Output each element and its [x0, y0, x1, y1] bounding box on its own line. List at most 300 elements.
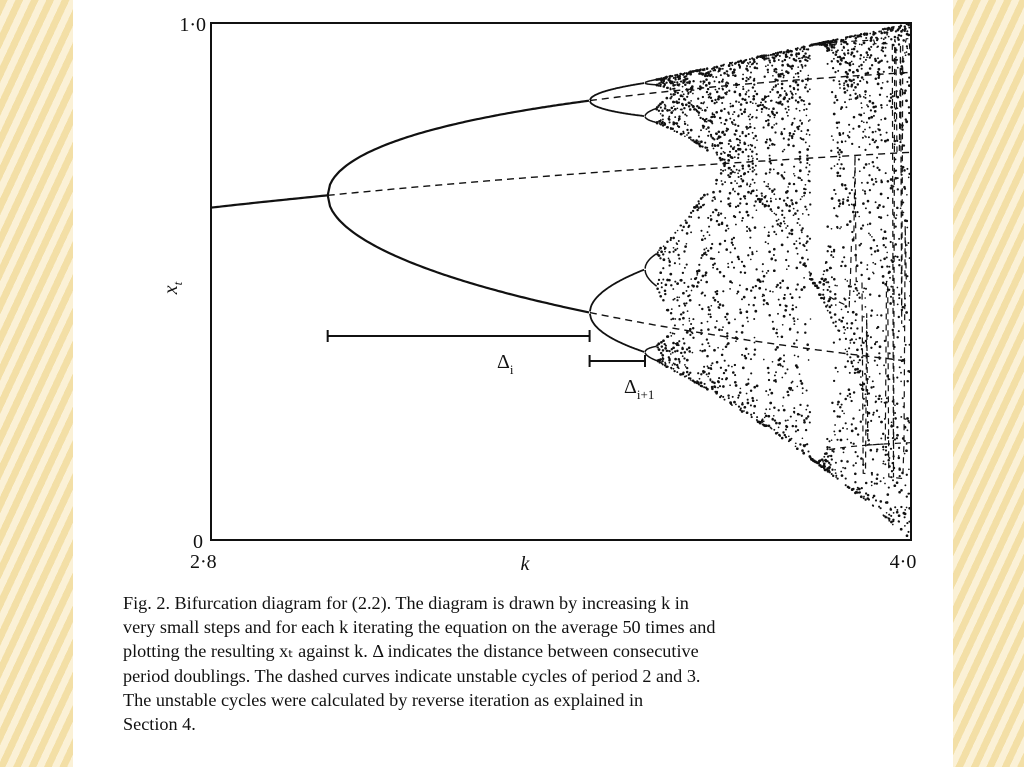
chaos-point: [707, 365, 709, 367]
chaos-point: [736, 86, 738, 88]
chaos-point: [730, 106, 732, 108]
chaos-point: [745, 93, 747, 95]
chaos-point: [861, 356, 863, 358]
chaos-point: [845, 484, 847, 486]
chaos-point: [837, 147, 839, 149]
chaos-point: [666, 109, 669, 112]
chaos-point: [861, 120, 863, 122]
chaos-point: [880, 32, 883, 35]
chaos-point: [833, 451, 835, 453]
chaos-point: [742, 78, 744, 80]
chaos-point: [681, 229, 683, 231]
chaos-point: [822, 461, 824, 463]
chaos-point: [690, 278, 692, 280]
chaos-point: [826, 448, 828, 450]
chaos-point: [736, 331, 738, 333]
chaos-point: [897, 177, 899, 179]
chaos-point: [852, 488, 854, 490]
chaos-point: [692, 210, 694, 212]
chaos-point: [849, 393, 852, 396]
chaos-point: [800, 380, 802, 382]
chaos-point: [892, 400, 895, 403]
chaos-point: [804, 52, 806, 54]
chaos-point: [672, 332, 674, 334]
chaos-point: [752, 162, 754, 164]
chaos-point: [898, 26, 900, 28]
chaos-point: [842, 57, 845, 60]
chaos-point: [848, 487, 851, 490]
chaos-point: [889, 352, 891, 354]
chaos-point: [846, 43, 849, 46]
chaos-point: [756, 139, 758, 141]
chaos-point: [875, 201, 877, 203]
chaos-point: [726, 70, 728, 72]
chaos-point: [899, 81, 901, 83]
chaos-point: [896, 49, 898, 51]
chaos-point: [689, 320, 691, 322]
caption-line-6: Section 4.: [123, 714, 196, 735]
chaos-point: [881, 37, 883, 39]
chaos-point: [880, 134, 882, 136]
chaos-point: [851, 231, 853, 233]
chaos-point: [806, 133, 808, 135]
chaos-point: [813, 282, 815, 284]
chaos-point: [861, 68, 863, 70]
chaos-point: [683, 76, 685, 78]
chaos-point: [749, 126, 752, 129]
chaos-point: [805, 429, 807, 431]
chaos-point: [756, 195, 758, 197]
chaos-point: [886, 265, 888, 267]
chaos-point: [876, 341, 878, 343]
chaos-point: [682, 86, 684, 88]
chaos-point: [807, 259, 809, 261]
chaos-point: [881, 46, 884, 49]
chaos-point: [877, 57, 879, 59]
chaos-point: [839, 149, 841, 151]
chaos-point: [753, 318, 755, 320]
chaos-point: [701, 73, 704, 76]
chaos-point: [691, 380, 693, 382]
chaos-point: [893, 467, 895, 469]
chaos-point: [784, 372, 786, 374]
chaos-point: [689, 294, 691, 296]
chaos-point: [658, 110, 660, 112]
chaos-point: [765, 101, 767, 103]
chaos-point: [775, 332, 778, 335]
chaos-point: [787, 100, 790, 103]
chaos-point: [853, 204, 856, 207]
chaos-point: [884, 483, 886, 485]
chaos-point: [859, 337, 861, 339]
chaos-point: [795, 81, 798, 84]
chaos-point: [878, 506, 880, 508]
chaos-point: [765, 289, 767, 291]
chaos-point: [769, 61, 771, 63]
chaos-point: [735, 224, 737, 226]
chaos-point: [698, 269, 701, 272]
chaos-point: [827, 304, 829, 306]
chaos-point: [691, 290, 693, 292]
chaos-point: [763, 181, 765, 183]
chaos-point: [847, 327, 849, 329]
chaos-point: [806, 60, 808, 62]
chaos-point: [772, 327, 775, 330]
chaos-point: [703, 366, 705, 368]
chaos-point: [901, 472, 904, 475]
chaos-point: [894, 417, 897, 420]
chaos-point: [827, 281, 829, 283]
chaos-point: [765, 54, 767, 56]
chaos-point: [770, 208, 773, 211]
chaos-point: [713, 66, 715, 68]
chaos-point: [869, 376, 871, 378]
chaos-point: [785, 429, 787, 431]
chaos-point: [729, 384, 731, 386]
chaos-point: [752, 102, 754, 104]
delta-i-label: $\Delta_i$: [497, 351, 514, 377]
chaos-point: [678, 305, 680, 307]
chaos-point: [896, 434, 899, 437]
chaos-point: [664, 104, 666, 106]
chaos-point: [734, 364, 736, 366]
chaos-point: [850, 342, 852, 344]
chaos-point: [660, 77, 662, 79]
chaos-point: [676, 371, 678, 373]
chaos-point: [772, 361, 774, 363]
chaos-point: [750, 183, 752, 185]
chaos-point: [803, 286, 806, 289]
chaos-point: [753, 412, 755, 414]
chaos-point: [907, 531, 909, 533]
chaos-point: [840, 151, 843, 154]
chaos-point: [771, 418, 774, 421]
chaos-point: [769, 172, 771, 174]
chaos-point: [857, 70, 859, 72]
chaos-point: [661, 109, 664, 112]
chaos-point: [767, 124, 770, 127]
chaos-point: [769, 91, 771, 93]
chaos-point: [735, 62, 737, 64]
chaos-point: [857, 355, 860, 358]
chaos-point: [833, 207, 835, 209]
chaos-point: [773, 254, 775, 256]
chaos-point: [882, 433, 884, 435]
chaos-point: [872, 183, 874, 185]
chaos-point: [734, 91, 737, 94]
chaos-point: [729, 167, 731, 169]
chaos-point: [732, 244, 734, 246]
chaos-point: [801, 80, 804, 83]
chaos-point: [707, 250, 709, 252]
chaos-point: [748, 353, 750, 355]
y-tick-top: 1·0: [179, 14, 206, 36]
x-tick-left: 2·8: [190, 551, 217, 573]
chaos-point: [856, 211, 858, 213]
chaos-point: [770, 140, 772, 142]
chaos-point: [807, 415, 809, 417]
chaos-point: [709, 313, 711, 315]
chaos-point: [834, 71, 836, 73]
chaos-point: [848, 347, 850, 349]
chaos-point: [886, 512, 888, 514]
chaos-point: [886, 493, 889, 496]
chaos-point: [727, 159, 730, 162]
chaos-point: [908, 173, 910, 175]
chaos-point: [737, 397, 739, 399]
chaos-point: [832, 52, 834, 54]
chaos-point: [795, 288, 797, 290]
chaos-point: [891, 470, 893, 472]
chaos-point: [672, 364, 674, 366]
chaos-point: [750, 192, 752, 194]
chaos-point: [850, 35, 852, 37]
chaos-point: [769, 389, 771, 391]
chaos-point: [868, 163, 870, 165]
chaos-point: [698, 140, 700, 142]
chaos-point: [906, 429, 908, 431]
chaos-point: [766, 139, 768, 141]
chaos-point: [745, 347, 748, 350]
chaos-point: [692, 318, 694, 320]
chaos-point: [880, 259, 882, 261]
chaos-point: [688, 346, 691, 349]
chaos-point: [725, 248, 728, 251]
chaos-point: [686, 348, 688, 350]
chaos-point: [767, 114, 769, 116]
chaos-point: [674, 358, 677, 361]
chaos-point: [775, 371, 777, 373]
chaos-point: [902, 306, 905, 309]
chaos-point: [886, 453, 888, 455]
chaos-point: [692, 93, 694, 95]
chaos-point: [779, 94, 782, 97]
delta-i1-subscript: i+1: [636, 387, 655, 402]
chaos-point: [801, 382, 804, 385]
chaos-point: [886, 501, 889, 504]
chaos-point: [908, 468, 910, 470]
chaos-point: [835, 472, 837, 474]
chaos-point: [719, 117, 722, 120]
chaos-point: [900, 272, 902, 274]
chaos-point: [747, 402, 750, 405]
chaos-point: [899, 101, 901, 103]
chaos-point: [884, 340, 886, 342]
chaos-point: [877, 206, 880, 209]
chaos-point: [706, 247, 708, 249]
chaos-point: [860, 227, 863, 230]
chaos-point: [833, 341, 835, 343]
chaos-point: [828, 286, 830, 288]
chaos-point: [751, 155, 753, 157]
chaos-point: [781, 214, 783, 216]
chaos-point: [853, 443, 855, 445]
chaos-point: [747, 69, 749, 71]
chaos-point: [706, 373, 708, 375]
chaos-point: [699, 85, 701, 87]
chaos-point: [707, 231, 709, 233]
chaos-point: [795, 73, 797, 75]
chaos-point: [841, 183, 844, 186]
chaos-point: [664, 107, 667, 110]
chaos-point: [892, 293, 894, 295]
chaos-point: [776, 329, 778, 331]
chaos-point: [678, 102, 680, 104]
chaos-point: [854, 372, 856, 374]
chaos-point: [781, 163, 784, 166]
chaos-point: [869, 56, 871, 58]
chaos-point: [666, 309, 668, 311]
chaos-point: [781, 244, 784, 247]
chaos-point: [825, 261, 828, 264]
chaos-point: [793, 166, 795, 168]
chaos-point: [702, 275, 705, 278]
chaos-point: [783, 360, 785, 362]
chaos-point: [688, 80, 691, 83]
chaos-point: [764, 413, 766, 415]
chaos-point: [836, 99, 838, 101]
chaos-point: [892, 519, 894, 521]
chaos-point: [831, 197, 834, 200]
chaos-point: [855, 313, 858, 316]
chaos-point: [671, 75, 673, 77]
chaos-point: [843, 452, 845, 454]
chaos-point: [799, 414, 801, 416]
chaos-point: [779, 198, 781, 200]
annotations: [328, 330, 655, 402]
chaos-point: [749, 229, 751, 231]
chaos-point: [873, 239, 876, 242]
chaos-point: [794, 175, 796, 177]
chaos-point: [751, 144, 753, 146]
chaos-point: [832, 322, 834, 324]
chaos-point: [805, 84, 807, 86]
chaos-point: [735, 384, 738, 387]
chaos-point: [769, 290, 771, 292]
chaos-point: [902, 39, 905, 42]
chaos-point: [675, 122, 678, 125]
chaos-point: [799, 48, 801, 50]
chaos-point: [903, 406, 905, 408]
chaos-point: [780, 365, 782, 367]
chaos-point: [749, 247, 751, 249]
chaos-point: [756, 385, 759, 388]
chaos-point: [711, 243, 713, 245]
chaos-point: [775, 381, 777, 383]
chaos-point: [751, 150, 753, 152]
chaos-point: [661, 345, 663, 347]
chaos-point: [831, 49, 833, 51]
chaos-point: [798, 151, 801, 154]
chaos-point: [710, 316, 712, 318]
chaos-point: [754, 127, 756, 129]
chaos-point: [772, 321, 774, 323]
chaos-point: [796, 339, 798, 341]
chaos-point: [868, 412, 871, 415]
chaos-point: [707, 217, 709, 219]
chaos-point: [735, 336, 737, 338]
chaos-point: [843, 256, 845, 258]
chaos-point: [777, 432, 779, 434]
chaos-point: [781, 174, 783, 176]
chaos-point: [793, 183, 795, 185]
chaos-point: [735, 340, 737, 342]
chaos-point: [823, 463, 826, 466]
chaos-point: [660, 250, 663, 253]
chaos-point: [789, 293, 791, 295]
chaos-point: [748, 304, 750, 306]
chaos-point: [878, 204, 881, 207]
chaos-point: [734, 146, 736, 148]
chaos-point: [763, 54, 766, 57]
chaos-point: [678, 85, 680, 87]
chaos-point: [777, 223, 779, 225]
chaos-point: [866, 332, 868, 334]
chaos-point: [739, 308, 741, 310]
chaos-point: [878, 75, 880, 77]
chaos-point: [680, 73, 682, 75]
chaos-point: [721, 102, 723, 104]
chaos-point: [674, 318, 676, 320]
chaos-point: [745, 126, 748, 129]
chaos-point: [860, 262, 862, 264]
chaos-point: [774, 117, 776, 119]
chaos-point: [795, 52, 797, 54]
chaos-point: [833, 380, 835, 382]
chaos-point: [859, 58, 861, 60]
chaos-point: [670, 239, 672, 241]
chaos-point: [673, 251, 675, 253]
chaos-point: [907, 493, 909, 495]
chaos-point: [673, 247, 675, 249]
chaos-point: [858, 65, 860, 67]
chaos-point: [855, 339, 857, 341]
chaos-point: [821, 278, 824, 281]
chaos-point: [853, 360, 855, 362]
chaos-point: [842, 39, 844, 41]
chaos-point: [664, 347, 667, 350]
chaos-point: [793, 407, 795, 409]
chaos-point: [767, 243, 769, 245]
chaos-point: [690, 216, 692, 218]
chaos-point: [835, 367, 837, 369]
chaos-point: [828, 469, 830, 471]
chaos-point: [790, 416, 792, 418]
chaos-point: [876, 474, 878, 476]
chaos-point: [734, 190, 736, 192]
chaos-point: [743, 410, 745, 412]
chaos-point: [908, 76, 910, 78]
chaos-point: [833, 250, 835, 252]
chaos-point: [846, 351, 848, 353]
chaos-point: [867, 224, 869, 226]
chaos-point: [722, 131, 725, 134]
chaos-point: [763, 57, 765, 59]
chaos-point: [895, 56, 897, 58]
chaos-point: [854, 481, 856, 483]
chaos-point: [857, 83, 860, 86]
chaos-point: [887, 180, 890, 183]
chaos-point: [893, 140, 896, 143]
chaos-point: [789, 65, 791, 67]
chaos-point: [748, 145, 750, 147]
chaos-point: [849, 356, 851, 358]
chaos-point: [741, 220, 743, 222]
chaos-point: [729, 288, 731, 290]
chaos-point: [774, 419, 776, 421]
chaos-point: [797, 84, 800, 87]
chaos-point: [874, 110, 877, 113]
